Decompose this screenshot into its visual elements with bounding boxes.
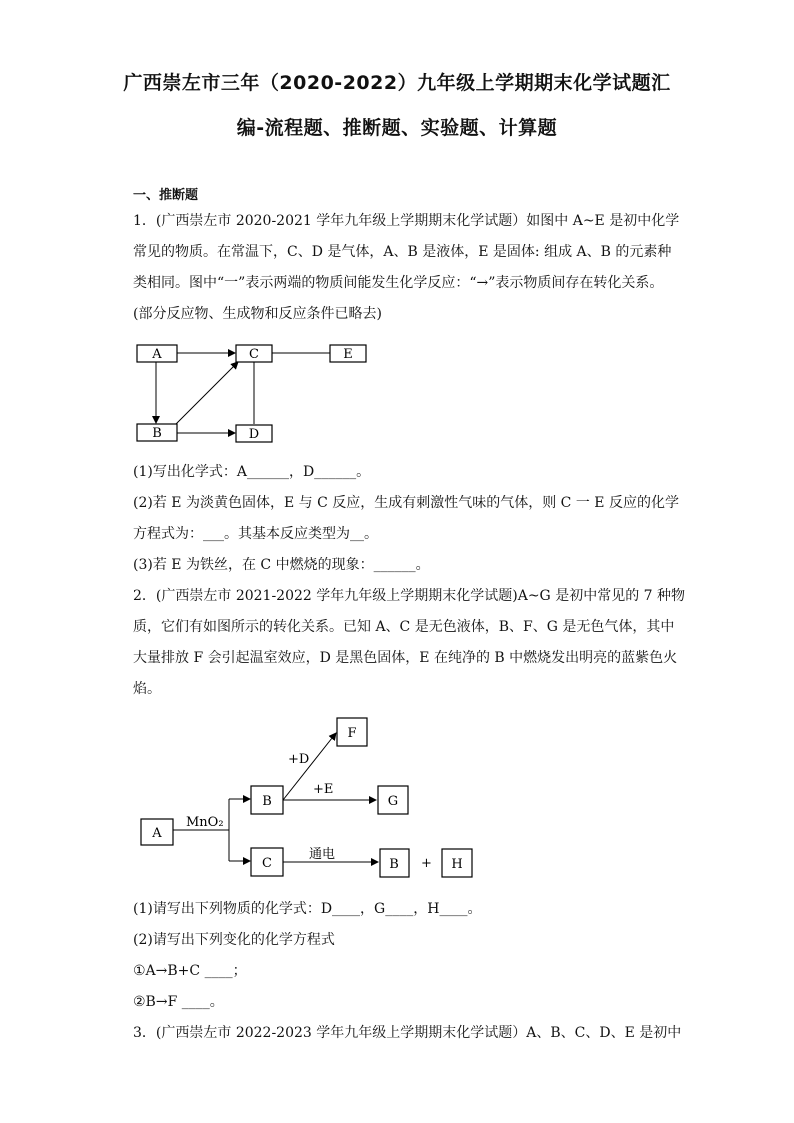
q1-text-line-1: 1．(广西崇左市 2020-2021 学年九年级上学期期末化学试题）如图中 A~E 是初中化学 [133, 213, 680, 229]
svg-text:B: B [262, 794, 272, 809]
q1-arrow-b-to-c [175, 362, 238, 425]
q2-text-line-4: 焰。 [133, 681, 161, 697]
q2-text-line-2: 质，它们有如图所示的转化关系。已知 A、C 是无色液体，B、F、G 是无色气体，其中 [133, 619, 675, 635]
q2-label-plus-e: +E [313, 782, 334, 797]
svg-text:A: A [152, 826, 162, 841]
q2-box-a [141, 819, 173, 845]
q1-box-d [236, 425, 272, 442]
q1-part-1: (1)写出化学式：A______，D______。 [133, 464, 371, 480]
q1-box-a [137, 345, 177, 362]
q2-part-1: (1)请写出下列物质的化学式：D____，G____，H____。 [133, 901, 482, 917]
document-title-line-2: 编-流程题、推断题、实验题、计算题 [236, 117, 558, 139]
q2-label-electrolysis: 通电 [309, 847, 336, 862]
q2-box-h [442, 849, 472, 877]
q2-label-catalyst: MnO₂ [186, 815, 224, 830]
svg-text:A: A [152, 347, 162, 362]
svg-text:E: E [343, 347, 353, 362]
q1-part-2-line-1: (2)若 E 为淡黄色固体，E 与 C 反应，生成有刺激性气味的气体，则 C 一 E 反应的化学 [133, 495, 679, 511]
q1-box-b [137, 424, 177, 441]
svg-text:B: B [152, 426, 162, 441]
q1-box-e [330, 345, 366, 362]
q1-text-line-3: 类相同。图中“一”表示两端的物质间能发生化学反应：“→”表示物质间存在转化关系。 [133, 275, 664, 291]
q2-box-c [251, 848, 283, 876]
svg-text:D: D [248, 427, 260, 442]
svg-text:F: F [347, 726, 357, 741]
q1-part-3: (3)若 E 为铁丝，在 C 中燃烧的现象：______。 [133, 557, 430, 573]
svg-text:B: B [389, 857, 399, 872]
q1-text-line-4: (部分反应物、生成物和反应条件已略去) [133, 306, 382, 322]
svg-text:G: G [387, 794, 399, 809]
svg-text:C: C [262, 856, 272, 871]
svg-text:C: C [249, 347, 259, 362]
q2-text-line-1: 2．(广西崇左市 2021-2022 学年九年级上学期期末化学试题)A~G 是初中常见的 7 种物 [133, 588, 686, 604]
q1-part-2-line-2: 方程式为：___。其基本反应类型为__。 [133, 526, 378, 542]
q2-box-b [251, 786, 283, 814]
document-title-line-1: 广西崇左市三年（2020-2022）九年级上学期期末化学试题汇 [123, 72, 671, 94]
q3-text-line-1: 3．(广西崇左市 2022-2023 学年九年级上学期期末化学试题）A、B、C、D、E 是初中 [133, 1025, 682, 1041]
q2-part-2-item-2: ②B→F ____。 [133, 994, 224, 1010]
q1-box-c [236, 345, 272, 362]
q2-part-2-item-1: ①A→B+C ____； [133, 963, 247, 979]
q1-text-line-2: 常见的物质。在常温下，C、D 是气体，A、B 是液体，E 是固体: 组成 A、B 的元素种 [133, 244, 672, 260]
q2-part-2: (2)请写出下列变化的化学方程式 [133, 932, 335, 948]
q2-box-f [337, 718, 367, 746]
q2-label-plus-d: +D [288, 752, 310, 767]
svg-text:H: H [451, 857, 463, 872]
section-heading: 一、推断题 [133, 188, 199, 203]
q2-text-line-3: 大量排放 F 会引起温室效应，D 是黑色固体，E 在纯净的 B 中燃烧发出明亮的蓝紫色火 [133, 650, 678, 666]
q2-label-plus: + [421, 856, 432, 871]
q2-box-b-product [380, 849, 409, 877]
q2-box-g [378, 786, 408, 814]
